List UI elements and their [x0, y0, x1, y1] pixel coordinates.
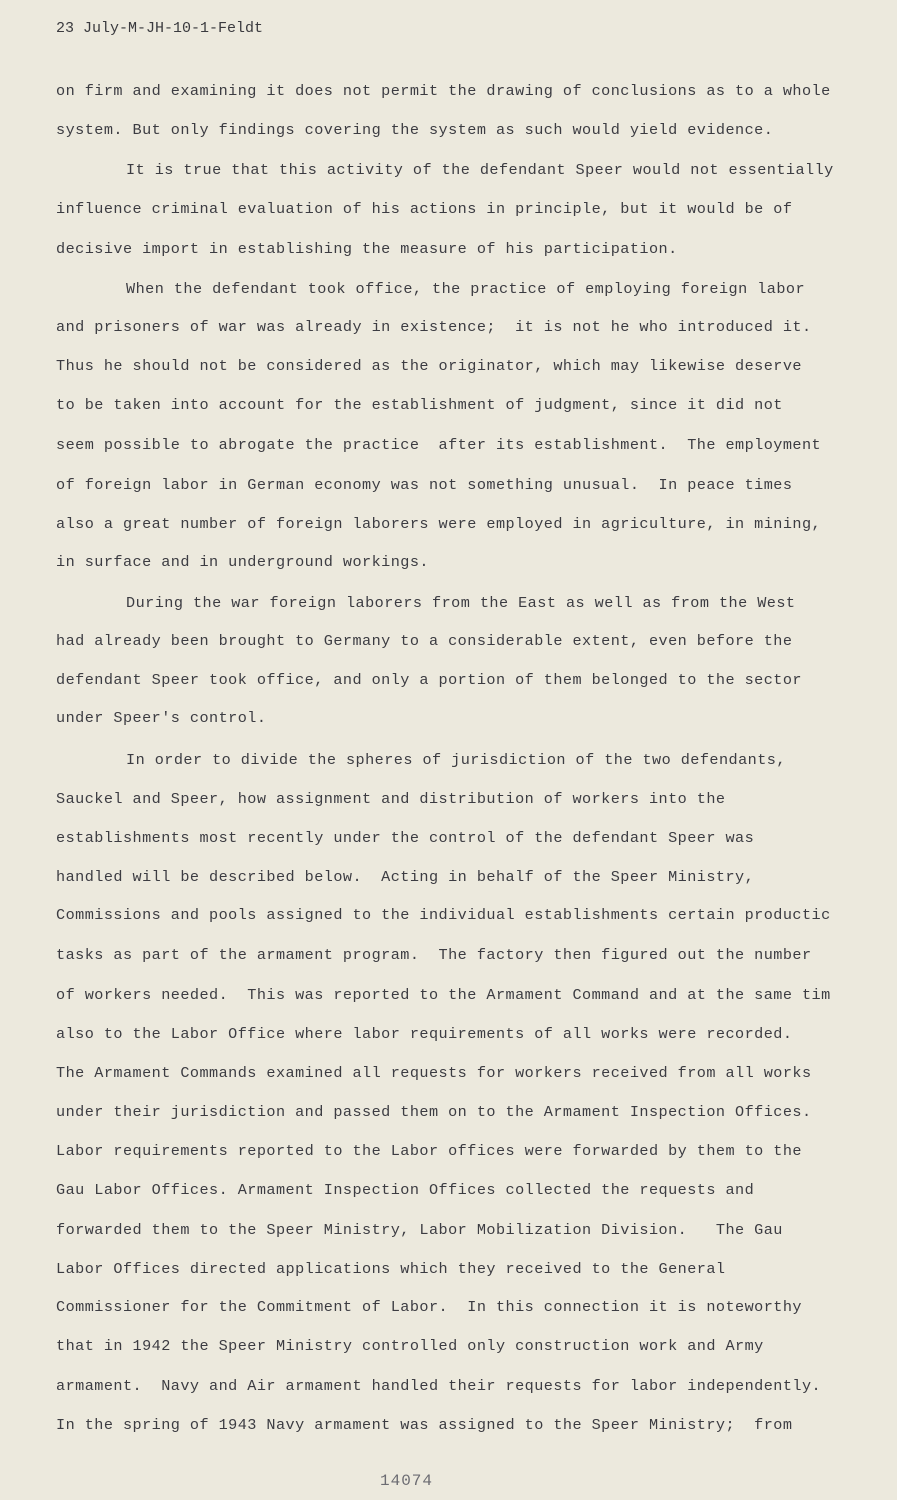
- text-line: under Speer's control.: [56, 709, 267, 727]
- text-line: under their jurisdiction and passed them on to the Armament Inspection Offices.: [56, 1103, 812, 1121]
- page-reference: 23 July-M-JH-10-1-Feldt: [56, 20, 264, 37]
- text-line: In the spring of 1943 Navy armament was assigned to the Speer Ministry; from: [56, 1416, 793, 1434]
- text-line: tasks as part of the armament program. The factory then figured out the number: [56, 946, 812, 964]
- text-line: on firm and examining it does not permit the drawing of conclusions as to a whole: [56, 82, 831, 100]
- text-line: also a great number of foreign laborers were employed in agriculture, in mining,: [56, 515, 822, 533]
- text-line: influence criminal evaluation of his actions in principle, but it would be of: [56, 200, 793, 218]
- text-line: establishments most recently under the control of the defendant Speer was: [56, 829, 755, 847]
- text-line: also to the Labor Office where labor requirements of all works were recorded.: [56, 1025, 793, 1043]
- text-line: Labor Offices directed applications which they received to the General: [56, 1260, 726, 1278]
- text-line: handled will be described below. Acting in behalf of the Speer Ministry,: [56, 868, 755, 886]
- text-line: seem possible to abrogate the practice after its establishment. The employment: [56, 436, 822, 454]
- text-line: In order to divide the spheres of jurisdiction of the two defendants,: [126, 751, 786, 769]
- text-line: Sauckel and Speer, how assignment and distribution of workers into the: [56, 790, 726, 808]
- text-line: and prisoners of war was already in existence; it is not he who introduced it.: [56, 318, 812, 336]
- text-line: Commissions and pools assigned to the individual establishments certain productic: [56, 906, 831, 924]
- text-line: in surface and in underground workings.: [56, 553, 429, 571]
- text-line: had already been brought to Germany to a considerable extent, even before the: [56, 632, 793, 650]
- text-line: Commissioner for the Commitment of Labor. In this connection it is noteworthy: [56, 1298, 802, 1316]
- text-line: of workers needed. This was reported to the Armament Command and at the same tim: [56, 986, 831, 1004]
- text-line: forwarded them to the Speer Ministry, Labor Mobilization Division. The Gau: [56, 1221, 783, 1239]
- text-line: Labor requirements reported to the Labor offices were forwarded by them to the: [56, 1142, 802, 1160]
- page-number: 14074: [380, 1472, 434, 1490]
- text-line: system. But only findings covering the system as such would yield evidence.: [56, 121, 774, 139]
- text-line: Thus he should not be considered as the originator, which may likewise deserve: [56, 357, 802, 375]
- text-line: Gau Labor Offices. Armament Inspection Offices collected the requests and: [56, 1181, 755, 1199]
- text-line: It is true that this activity of the defendant Speer would not essentially: [126, 161, 834, 179]
- text-line: During the war foreign laborers from the East as well as from the West: [126, 594, 796, 612]
- text-line: The Armament Commands examined all requests for workers received from all works: [56, 1064, 812, 1082]
- text-line: decisive import in establishing the measure of his participation.: [56, 240, 678, 258]
- text-line: to be taken into account for the establishment of judgment, since it did not: [56, 396, 783, 414]
- text-line: When the defendant took office, the practice of employing foreign labor: [126, 280, 806, 298]
- text-line: armament. Navy and Air armament handled their requests for labor independently.: [56, 1377, 822, 1395]
- text-line: defendant Speer took office, and only a portion of them belonged to the sector: [56, 671, 802, 689]
- text-line: of foreign labor in German economy was not something unusual. In peace times: [56, 476, 793, 494]
- text-line: that in 1942 the Speer Ministry controlled only construction work and Army: [56, 1337, 764, 1355]
